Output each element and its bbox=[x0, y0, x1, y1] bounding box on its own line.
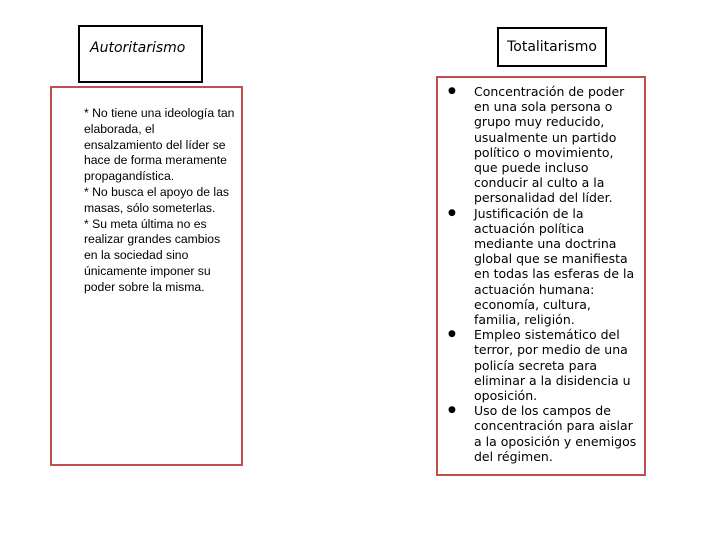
autoritarismo-title: Autoritarismo bbox=[90, 40, 186, 56]
totalitarismo-title: Totalitarismo bbox=[507, 39, 597, 55]
list-item-text: Justificación de la actuación política mediante una doctrina global que se manifiesta en todas las esferas de la actuación humana: economía, cultura, familia, religión. bbox=[474, 205, 635, 328]
autoritarismo-content-box bbox=[50, 86, 243, 466]
bullet-icon: ● bbox=[448, 86, 456, 96]
totalitarismo-content-box bbox=[436, 76, 646, 476]
bullet-icon: ● bbox=[448, 329, 456, 340]
autoritarismo-paragraph: * No busca el apoyo de las masas, sólo someterlas. bbox=[84, 184, 229, 215]
bullet-icon: ● bbox=[448, 405, 456, 416]
list-item bbox=[438, 84, 644, 206]
list-item bbox=[438, 327, 644, 403]
list-item-text: Empleo sistemático del terror, por medio de una policía secreta para eliminar a la disidencia u oposición. bbox=[474, 327, 631, 404]
list-item bbox=[438, 206, 644, 328]
list-item-text: Concentración de poder en una sola persona o grupo muy reducido, usualmente un partido político o movimiento, que puede incluso conducir al culto a la personalidad del líder. bbox=[474, 84, 625, 206]
autoritarismo-title-box bbox=[78, 25, 203, 83]
autoritarismo-paragraph: * Su meta última no es realizar grandes cambios en la sociedad sino únicamente imponer su poder sobre la misma. bbox=[84, 216, 221, 294]
list-item-text: Uso de los campos de concentración para aislar a la oposición y enemigos del régimen. bbox=[474, 403, 637, 464]
bullet-icon: ● bbox=[448, 207, 456, 218]
autoritarismo-paragraph: * No tiene una ideología tan elaborada, el ensalzamiento del líder se hace de forma meramente propagandística. bbox=[84, 106, 235, 184]
totalitarismo-title-box bbox=[497, 27, 607, 67]
list-item bbox=[438, 403, 644, 464]
totalitarismo-list bbox=[438, 84, 644, 464]
